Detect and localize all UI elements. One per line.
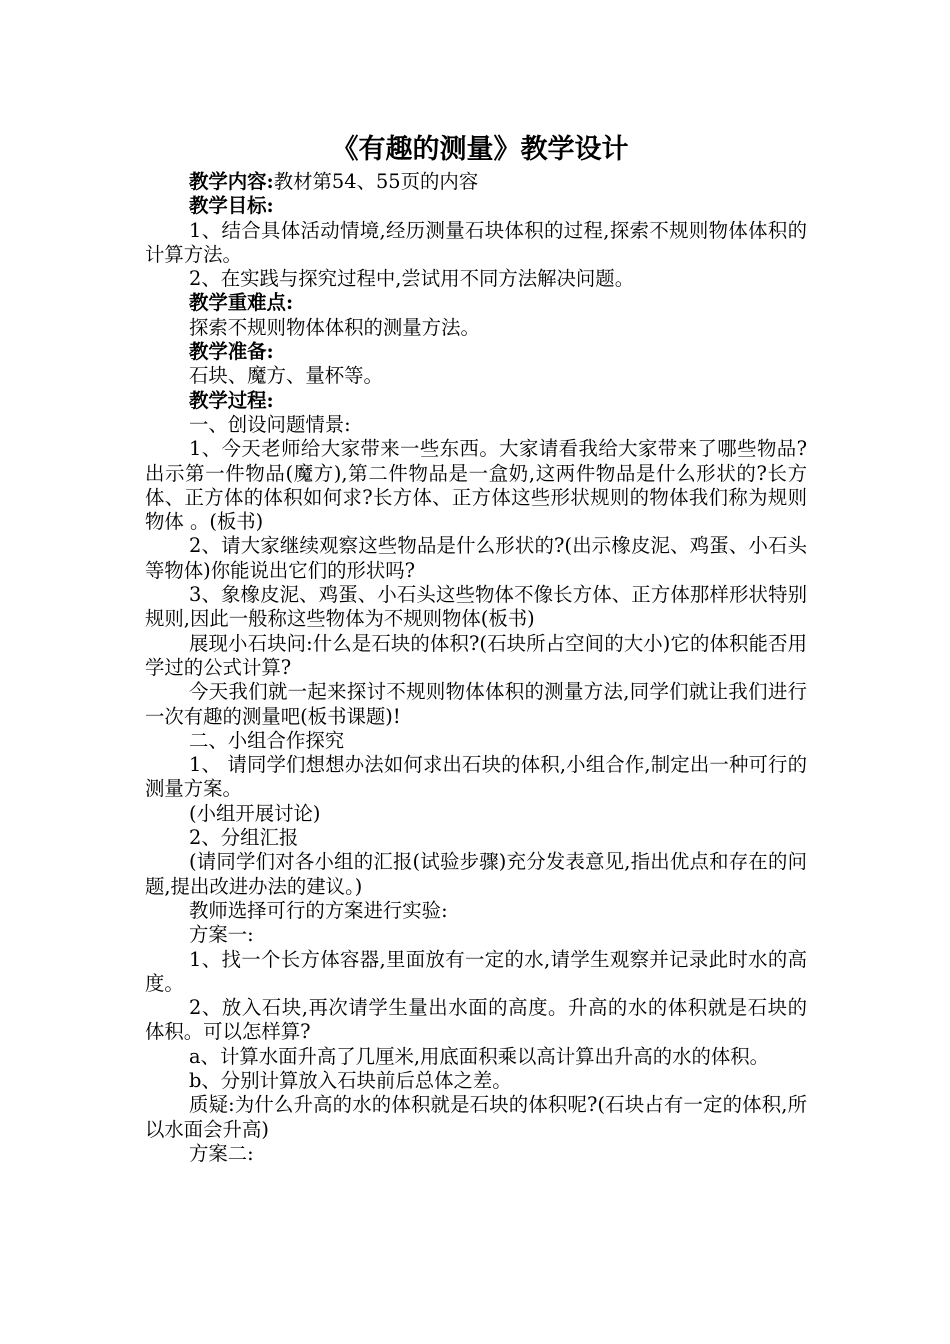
section-1-heading: 一、创设问题情景: bbox=[189, 412, 351, 436]
document-page bbox=[145, 130, 807, 1166]
key-label: 教学重难点: bbox=[189, 291, 294, 315]
document-title: 《有趣的测量》教学设计 bbox=[331, 134, 629, 165]
paragraph-5: 今天我们就一起来探讨不规则物体体积的测量方法,同学们就让我们进行一次有趣的测量吧(板书课题)! bbox=[145, 680, 807, 728]
paragraph-1: 1、今天老师给大家带来一些东西。大家请看我给大家带来了哪些物品?出示第一件物品(魔方),第二件物品是一盒奶,这两件物品是什么形状的?长方体、正方体的体积如何求?长方体、正方体这些形状规则的物体我们称为规则物体 。(板书) bbox=[145, 437, 807, 534]
process-label: 教学过程: bbox=[189, 388, 274, 412]
paragraph-11: 1、找一个长方体容器,里面放有一定的水,请学生观察并记录此时水的高度。 bbox=[145, 947, 807, 995]
content-text: 教材第54、55页的内容 bbox=[273, 170, 479, 193]
prep-label: 教学准备: bbox=[189, 340, 274, 364]
goal-2: 2、在实践与探究过程中,尝试用不同方法解决问题。 bbox=[189, 267, 635, 291]
paragraph-6: 1、 请同学们想想办法如何求出石块的体积,小组合作,制定出一种可行的测量方案。 bbox=[145, 753, 807, 801]
prep-text: 石块、魔方、量杯等。 bbox=[189, 364, 383, 388]
key-text: 探索不规则物体体积的测量方法。 bbox=[189, 315, 480, 339]
goal-1: 1、结合具体活动情境,经历测量石块体积的过程,探索不规则物体体积的计算方法。 bbox=[145, 218, 807, 266]
plan-1-heading: 方案一: bbox=[189, 923, 254, 947]
paragraph-8: 2、分组汇报 bbox=[189, 826, 299, 850]
paragraph-7: (小组开展讨论) bbox=[189, 801, 321, 825]
paragraph-9: (请同学们对各小组的汇报(试验步骤)充分发表意见,指出优点和存在的问题,提出改进办法的建议。) bbox=[145, 850, 807, 898]
paragraph-2: 2、请大家继续观察这些物品是什么形状的?(出示橡皮泥、鸡蛋、小石头等物体)你能说出它们的形状吗? bbox=[145, 534, 807, 582]
paragraph-10: 教师选择可行的方案进行实验: bbox=[189, 898, 448, 922]
content-label: 教学内容: bbox=[189, 170, 274, 193]
paragraph-3: 3、象橡皮泥、鸡蛋、小石头这些物体不像长方体、正方体那样形状特别规则,因此一般称这些物体为不规则物体(板书) bbox=[145, 583, 807, 631]
paragraph-13: a、计算水面升高了几厘米,用底面积乘以高计算出升高的水的体积。 bbox=[189, 1044, 770, 1068]
paragraph-15: 质疑:为什么升高的水的体积就是石块的体积呢?(石块占有一定的体积,所以水面会升高) bbox=[145, 1093, 807, 1141]
section-2-heading: 二、小组合作探究 bbox=[189, 728, 345, 752]
paragraph-4: 展现小石块问:什么是石块的体积?(石块所占空间的大小)它的体积能否用学过的公式计算? bbox=[145, 631, 807, 679]
paragraph-12: 2、放入石块,再次请学生量出水面的高度。升高的水的体积就是石块的体积。可以怎样算? bbox=[145, 996, 807, 1044]
goals-label: 教学目标: bbox=[189, 194, 274, 218]
paragraph-14: b、分别计算放入石块前后总体之差。 bbox=[189, 1068, 512, 1092]
plan-2-heading: 方案二: bbox=[189, 1141, 254, 1165]
content-line bbox=[145, 170, 807, 194]
